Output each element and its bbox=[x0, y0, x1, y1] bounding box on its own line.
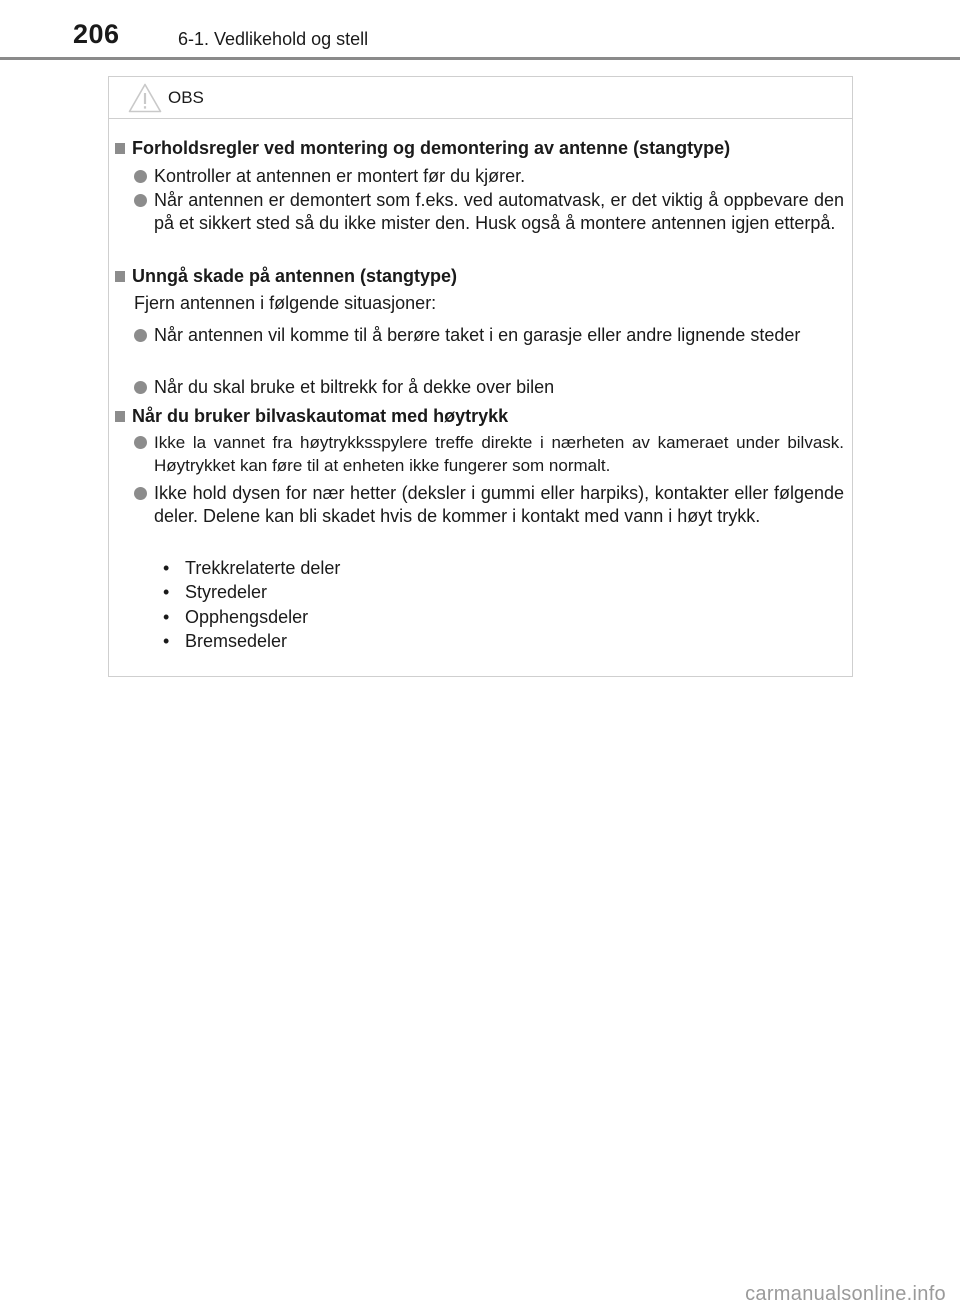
sub-list-item: • Trekkrelaterte deler bbox=[163, 558, 341, 578]
round-bullet-icon bbox=[134, 436, 147, 449]
section-heading-antenna-damage: Unngå skade på antennen (stangtype) bbox=[115, 264, 457, 288]
round-bullet-icon bbox=[134, 170, 147, 183]
sub-list-item: • Styredeler bbox=[163, 582, 268, 602]
round-bullet-icon bbox=[134, 381, 147, 394]
page-header bbox=[0, 0, 960, 60]
notice-header bbox=[109, 77, 852, 119]
section-heading-high-pressure-wash: Når du bruker bilvaskautomat med høytrykk bbox=[115, 404, 508, 428]
sub-list-item: • Opphengsdeler bbox=[163, 607, 309, 627]
notice-box bbox=[108, 76, 853, 677]
section-title: 6-1. Vedlikehold og stell bbox=[178, 29, 369, 49]
section-intro: Fjern antennen i følgende situasjoner: bbox=[134, 293, 437, 313]
notice-label: OBS bbox=[168, 88, 204, 107]
square-bullet-icon bbox=[115, 411, 125, 422]
list-item: Ikke la vannet fra høytrykksspylere treffe direkte i nærheten av kameraet under bilvask. Høytrykket kan føre til at enheten ikke fungerer som normalt. bbox=[134, 431, 844, 477]
warning-triangle-icon bbox=[128, 83, 162, 113]
list-item: Ikke hold dysen for nær hetter (deksler i gummi eller harpiks), kontakter eller følgende deler. Delene kan bli skadet hvis de kommer i kontakt med vann i høyt trykk. bbox=[134, 482, 844, 528]
square-bullet-icon bbox=[115, 271, 125, 282]
round-bullet-icon bbox=[134, 329, 147, 342]
section-heading-antenna-mounting: Forholdsregler ved montering og demontering av antenne (stangtype) bbox=[115, 136, 730, 160]
round-bullet-icon bbox=[134, 194, 147, 207]
watermark: carmanualsonline.info bbox=[745, 1283, 946, 1305]
sub-list-item: • Bremsedeler bbox=[163, 631, 288, 651]
page-number: 206 bbox=[73, 19, 120, 49]
list-item: Når antennen vil komme til å berøre taket i en garasje eller andre lignende steder bbox=[134, 324, 844, 347]
list-item: Når antennen er demontert som f.eks. ved automatvask, er det viktig å oppbevare den på et sikkert sted så du ikke mister den. Husk også å montere antennen igjen etterpå. bbox=[134, 189, 844, 235]
list-item: Kontroller at antennen er montert før du kjører. bbox=[134, 165, 844, 188]
list-item: Når du skal bruke et biltrekk for å dekke over bilen bbox=[134, 376, 844, 399]
round-bullet-icon bbox=[134, 487, 147, 500]
header-divider bbox=[0, 57, 960, 60]
square-bullet-icon bbox=[115, 143, 125, 154]
